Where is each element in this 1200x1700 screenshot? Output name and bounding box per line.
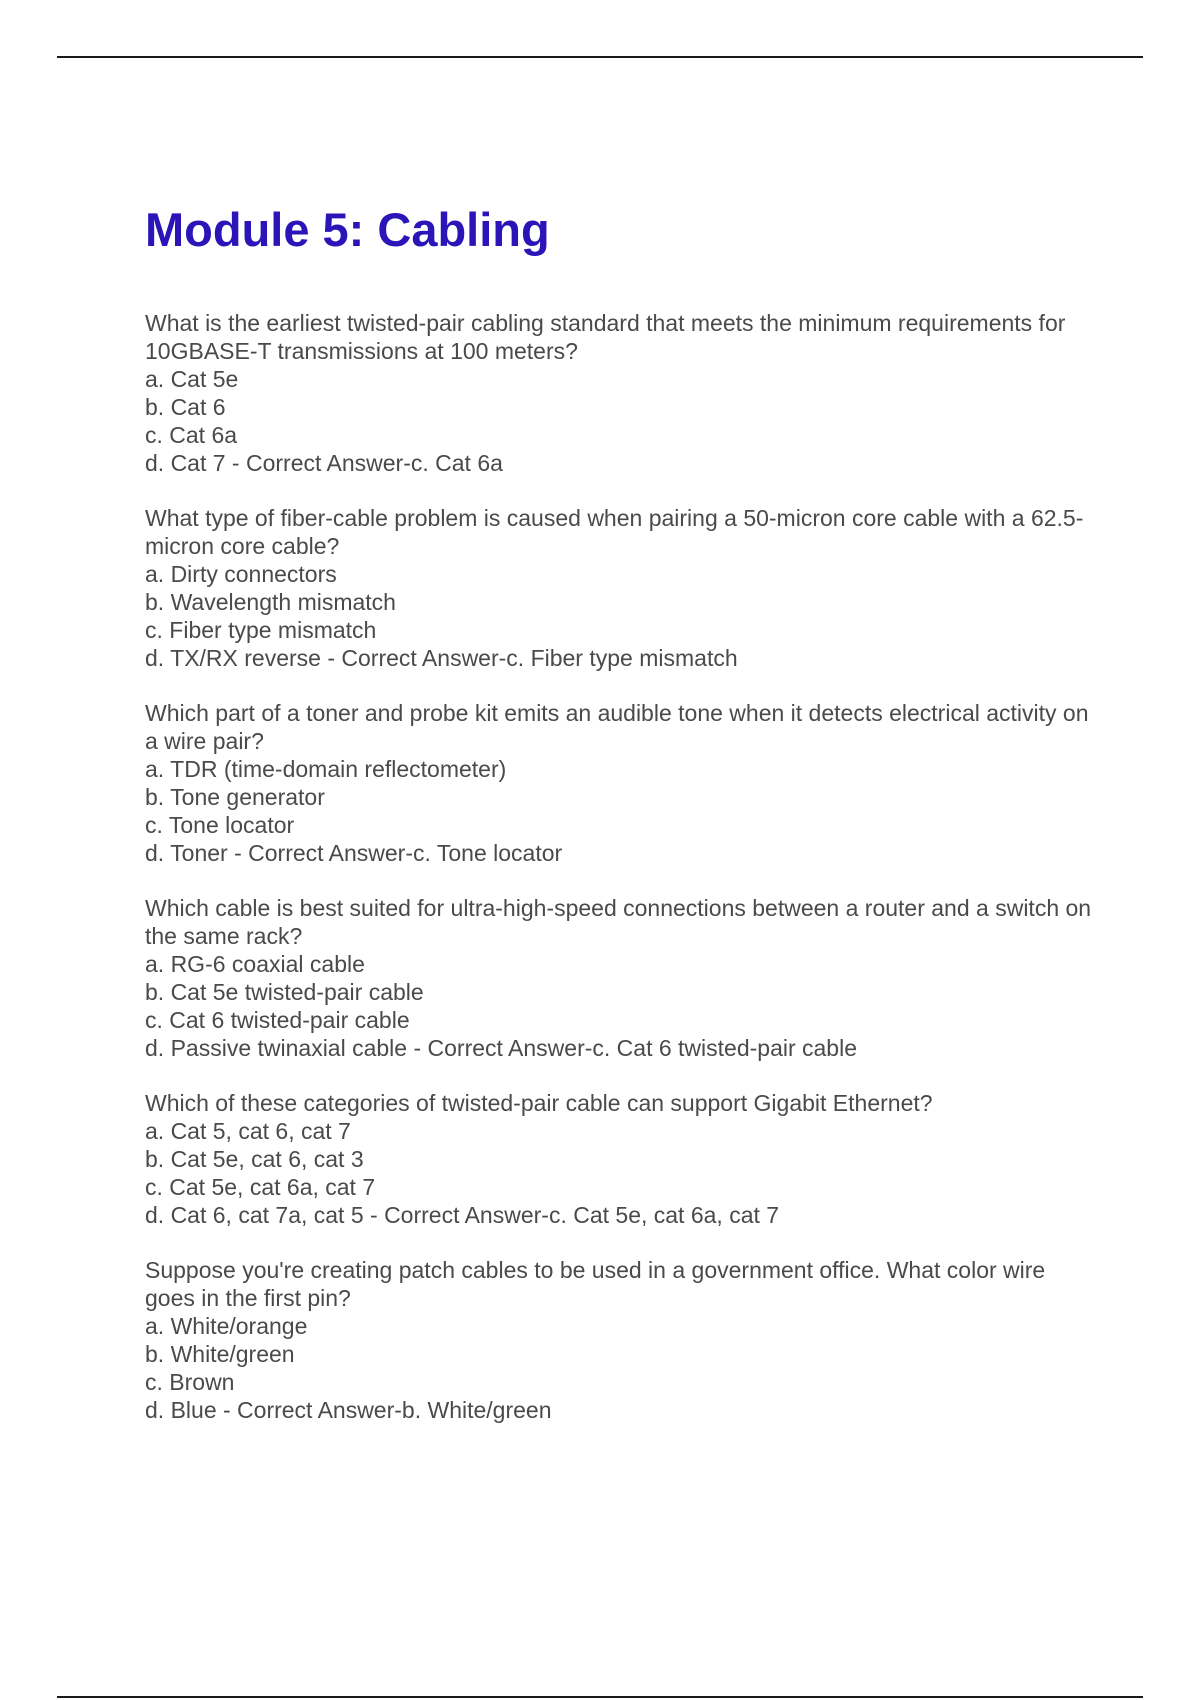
page-title: Module 5: Cabling: [145, 203, 550, 256]
option-a: a. RG-6 coaxial cable: [145, 951, 365, 977]
option-d-with-answer: d. Toner - Correct Answer-c. Tone locator: [145, 840, 563, 866]
document-body: [145, 198, 1095, 1451]
option-a: a. Cat 5, cat 6, cat 7: [145, 1118, 351, 1144]
option-d-with-answer: d. Cat 7 - Correct Answer-c. Cat 6a: [145, 450, 503, 476]
question-text: Suppose you're creating patch cables to be used in a government office. What color wire goes in the first pin?: [145, 1257, 1046, 1311]
option-b: b. Tone generator: [145, 784, 325, 810]
option-b: b. Wavelength mismatch: [145, 589, 396, 615]
top-divider: [57, 56, 1143, 58]
option-d-with-answer: d. TX/RX reverse - Correct Answer-c. Fiber type mismatch: [145, 645, 738, 671]
question-block-2: [145, 504, 1095, 672]
option-a: a. Dirty connectors: [145, 561, 337, 587]
option-d-with-answer: d. Cat 6, cat 7a, cat 5 - Correct Answer-c. Cat 5e, cat 6a, cat 7: [145, 1202, 780, 1228]
option-c: c. Cat 6 twisted-pair cable: [145, 1007, 410, 1033]
question-block-3: [145, 699, 1095, 867]
option-b: b. White/green: [145, 1341, 295, 1367]
option-b: b. Cat 6: [145, 394, 226, 420]
option-b: b. Cat 5e, cat 6, cat 3: [145, 1146, 364, 1172]
option-d-with-answer: d. Passive twinaxial cable - Correct Answer-c. Cat 6 twisted-pair cable: [145, 1035, 858, 1061]
option-a: a. Cat 5e: [145, 366, 239, 392]
option-c: c. Brown: [145, 1369, 235, 1395]
option-d-with-answer: d. Blue - Correct Answer-b. White/green: [145, 1397, 552, 1423]
option-a: a. TDR (time-domain reflectometer): [145, 756, 507, 782]
question-block-5: [145, 1089, 1095, 1229]
option-c: c. Fiber type mismatch: [145, 617, 377, 643]
question-block-1: [145, 309, 1095, 477]
bottom-divider: [57, 1696, 1143, 1698]
question-block-4: [145, 894, 1095, 1062]
question-block-6: [145, 1256, 1095, 1424]
question-list: [145, 309, 1095, 1424]
question-text: Which cable is best suited for ultra-high-speed connections between a router and a switch on the same rack?: [145, 895, 1092, 949]
option-c: c. Cat 5e, cat 6a, cat 7: [145, 1174, 376, 1200]
option-c: c. Cat 6a: [145, 422, 238, 448]
question-text: What is the earliest twisted-pair cabling standard that meets the minimum requirements for 10GBASE-T transmissions at 100 meters?: [145, 310, 1066, 364]
question-text: Which of these categories of twisted-pair cable can support Gigabit Ethernet?: [145, 1090, 933, 1116]
option-a: a. White/orange: [145, 1313, 308, 1339]
question-text: What type of fiber-cable problem is caused when pairing a 50-micron core cable with a 62.5-micron core cable?: [145, 505, 1084, 559]
question-text: Which part of a toner and probe kit emits an audible tone when it detects electrical activity on a wire pair?: [145, 700, 1089, 754]
option-b: b. Cat 5e twisted-pair cable: [145, 979, 424, 1005]
option-c: c. Tone locator: [145, 812, 295, 838]
